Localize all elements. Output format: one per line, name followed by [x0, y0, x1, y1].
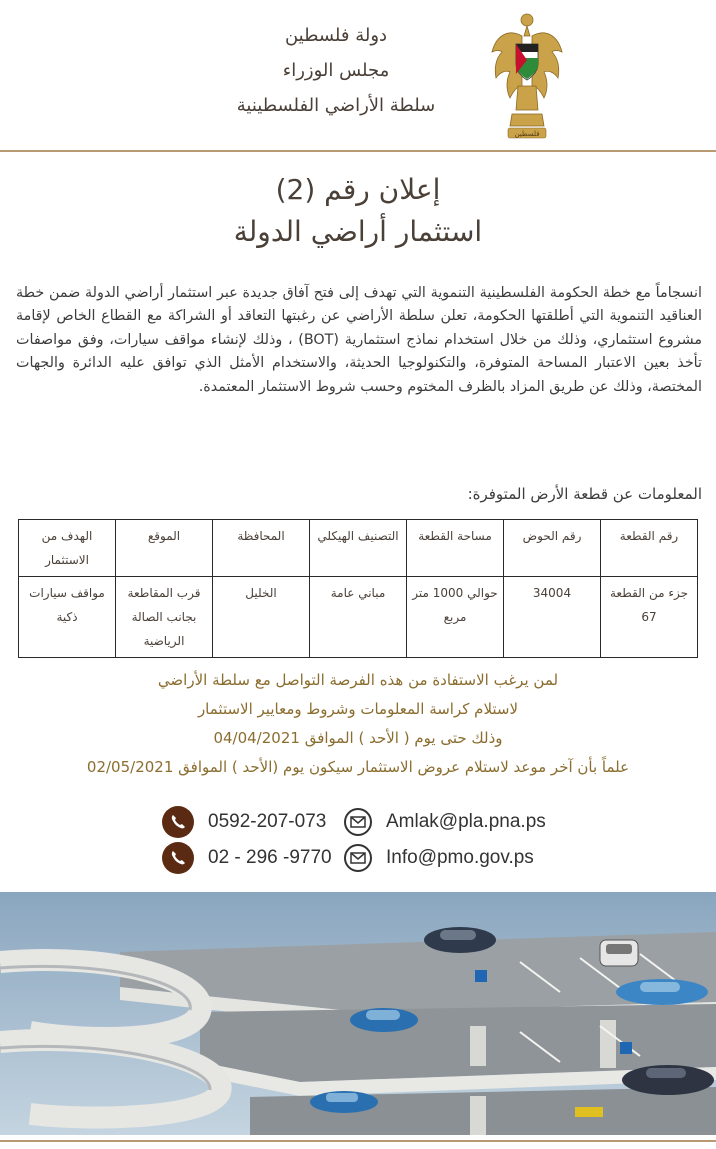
- phone-number[interactable]: 02 - 296 -9770: [208, 847, 332, 868]
- table-caption: المعلومات عن قطعة الأرض المتوفرة:: [467, 485, 702, 503]
- contact-line: لمن يرغب الاستفادة من هذه الفرصة التواصل مع سلطة الأراضي: [157, 671, 559, 689]
- phone-icon: [162, 806, 194, 838]
- table-cell: 34004: [504, 577, 601, 658]
- top-divider: [0, 150, 716, 152]
- table-header-row: [19, 520, 698, 577]
- table-cell: قرب المقاطعة بجانب الصالة الرياضية: [116, 577, 213, 658]
- announcement-title: [0, 170, 716, 254]
- emblem-banner-text: فلسطين: [514, 130, 540, 138]
- announcement-subject: استثمار أراضي الدولة: [233, 215, 483, 248]
- announcement-number: إعلان رقم (2): [275, 173, 441, 206]
- table-cell: الخليل: [213, 577, 310, 658]
- header-line-council: مجلس الوزراء: [282, 60, 390, 81]
- email-address[interactable]: Info@pmo.gov.ps: [386, 847, 534, 868]
- table-cell: جزء من القطعة 67: [601, 577, 698, 658]
- table-cell: مواقف سيارات ذكية: [19, 577, 116, 658]
- table-cell: حوالي 1000 متر مربع: [407, 577, 504, 658]
- email-contact-1: [344, 806, 546, 838]
- final-deadline-line: علماً بأن آخر موعد لاستلام عروض الاستثمار سيكون يوم (الأحد ) الموافق 02/05/2021: [86, 758, 630, 776]
- header-cell: مساحة القطعة: [407, 520, 504, 577]
- phone-number[interactable]: 0592-207-073: [208, 811, 327, 832]
- email-contact-2: [344, 842, 534, 874]
- envelope-icon: [344, 808, 372, 836]
- header-cell: الهدف من الاستثمار: [19, 520, 116, 577]
- header-line-authority: سلطة الأراضي الفلسطينية: [236, 95, 436, 116]
- email-address[interactable]: Amlak@pla.pna.ps: [386, 811, 546, 832]
- table-cell: مباني عامة: [310, 577, 407, 658]
- table-row: [19, 577, 698, 658]
- phone-contact-2: [162, 842, 332, 874]
- header-cell: الموقع: [116, 520, 213, 577]
- parking-garage-illustration: [0, 892, 716, 1135]
- palestine-eagle-emblem-icon: [488, 6, 566, 142]
- contact-instructions: [0, 666, 716, 782]
- header-cell: رقم الحوض: [504, 520, 601, 577]
- header-cell: التصنيف الهيكلي: [310, 520, 407, 577]
- header-line-state: دولة فلسطين: [284, 25, 388, 46]
- phone-icon: [162, 842, 194, 874]
- announcement-body: انسجاماً مع خطة الحكومة الفلسطينية التنموية التي تهدف إلى فتح آفاق جديدة عبر استثمار أراضي الدولة ضمن خطة العناقيد التنموية التي أطلقتها الحكومة، تعلن سلطة الأراضي عن رغبتها التعاقد أو الشراكة مع القطاع الخاص لإقامة مشروع استثماري، وذلك من خلال استخدام نماذج استثمارية (BOT) ، وذلك لإنشاء مواقف سيارات، وفق مواصفات تأخذ بعين الاعتبار المساحة المتوفرة، والتكنولوجيا الحديثة، والاستخدام الأمثل الذي توافق عليه الدائرة والجهات المختصة، وذلك عن طريق المزاد بالظرف المختوم وحسب شروط الاستثمار المعتمدة.: [16, 285, 703, 395]
- contact-line: لاستلام كراسة المعلومات وشروط ومعايير الاستثمار: [197, 700, 519, 718]
- letterhead-text: [200, 18, 472, 123]
- land-info-table: [18, 519, 698, 658]
- bottom-divider: [0, 1140, 716, 1142]
- envelope-icon: [344, 844, 372, 872]
- header-cell: رقم القطعة: [601, 520, 698, 577]
- letterhead: [0, 0, 716, 150]
- phone-contact-1: [162, 806, 326, 838]
- deadline-line: وذلك حتى يوم ( الأحد ) الموافق 04/04/2021: [213, 729, 503, 747]
- header-cell: المحافظة: [213, 520, 310, 577]
